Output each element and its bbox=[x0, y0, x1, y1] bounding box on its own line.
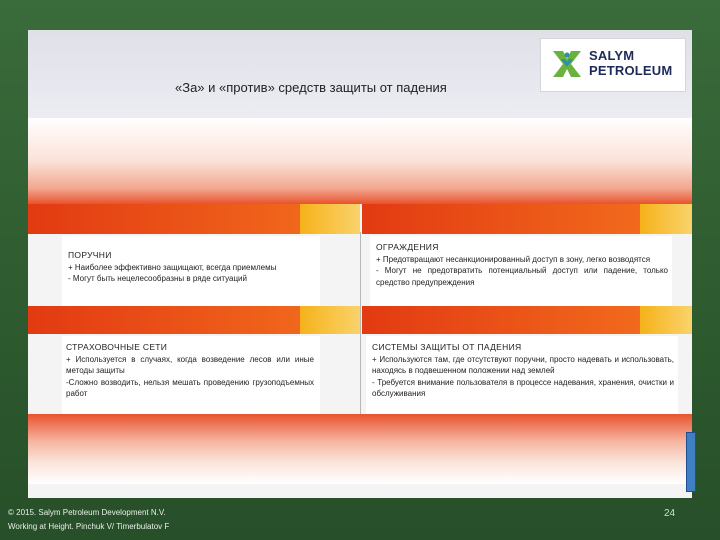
orange-band-right-mid bbox=[362, 306, 648, 334]
logo-wordmark bbox=[589, 48, 683, 78]
fall-arrest-pro: + Используются там, где отсутствуют поручни, просто надевать и использовать, находясь в подвешенном положении над землей bbox=[372, 354, 674, 375]
footer-copyright: © 2015. Salym Petroleum Development N.V. bbox=[8, 508, 166, 517]
railings-pro: + Наиболее эффективно защищают, всегда приемлемы bbox=[68, 262, 277, 272]
fall-arrest-con: - Требуется внимание пользователя в процессе надевания, хранения, очистки и обслуживания bbox=[372, 377, 674, 398]
footer-course: Working at Height. Pinchuk V/ Timerbulatov F bbox=[8, 522, 170, 531]
side-tab-marker bbox=[686, 432, 696, 492]
cell-safety-nets bbox=[62, 336, 320, 418]
barriers-heading: ОГРАЖДЕНИЯ bbox=[376, 242, 439, 252]
top-decorative-ribbon bbox=[28, 118, 692, 204]
cell-fall-arrest bbox=[366, 336, 678, 418]
cell-railings bbox=[62, 236, 320, 306]
bottom-decorative-ribbon bbox=[28, 414, 692, 484]
column-divider bbox=[360, 232, 361, 418]
salym-logo-icon bbox=[551, 47, 583, 81]
barriers-pro: + Предотвращают несанкционированный доступ в зону, легко возводятся bbox=[376, 254, 651, 264]
company-logo bbox=[540, 38, 686, 92]
fall-arrest-heading: СИСТЕМЫ ЗАЩИТЫ ОТ ПАДЕНИЯ bbox=[372, 342, 522, 352]
yellow-band-right-top bbox=[640, 204, 692, 234]
cell-barriers bbox=[370, 236, 672, 306]
railings-con: - Могут быть нецелесообразны в ряде ситуаций bbox=[68, 274, 247, 283]
orange-band-left-top bbox=[28, 204, 328, 234]
orange-band-right-top bbox=[362, 204, 648, 234]
railings-heading: ПОРУЧНИ bbox=[68, 250, 112, 260]
footer bbox=[8, 506, 169, 534]
barriers-con: - Могут не предотвратить потенциальный доступ или падение, только средство предупреждения bbox=[376, 266, 668, 287]
yellow-band-left-top bbox=[300, 204, 360, 234]
yellow-band-right-mid bbox=[640, 306, 692, 334]
slide-title: «За» и «против» средств защиты от падения bbox=[175, 80, 447, 95]
safety-nets-con: -Сложно возводить, нельзя мешать проведению грузоподъемных работ bbox=[66, 377, 314, 398]
safety-nets-pro: + Используется в случаях, когда возведение лесов или иные методы защиты bbox=[66, 354, 314, 375]
page-number: 24 bbox=[664, 508, 676, 519]
logo-line-2: PETROLEUM bbox=[589, 63, 673, 78]
orange-band-left-mid bbox=[28, 306, 328, 334]
safety-nets-heading: СТРАХОВОЧНЫЕ СЕТИ bbox=[66, 342, 168, 352]
logo-line-1: SALYM bbox=[589, 48, 635, 63]
yellow-band-left-mid bbox=[300, 306, 360, 334]
